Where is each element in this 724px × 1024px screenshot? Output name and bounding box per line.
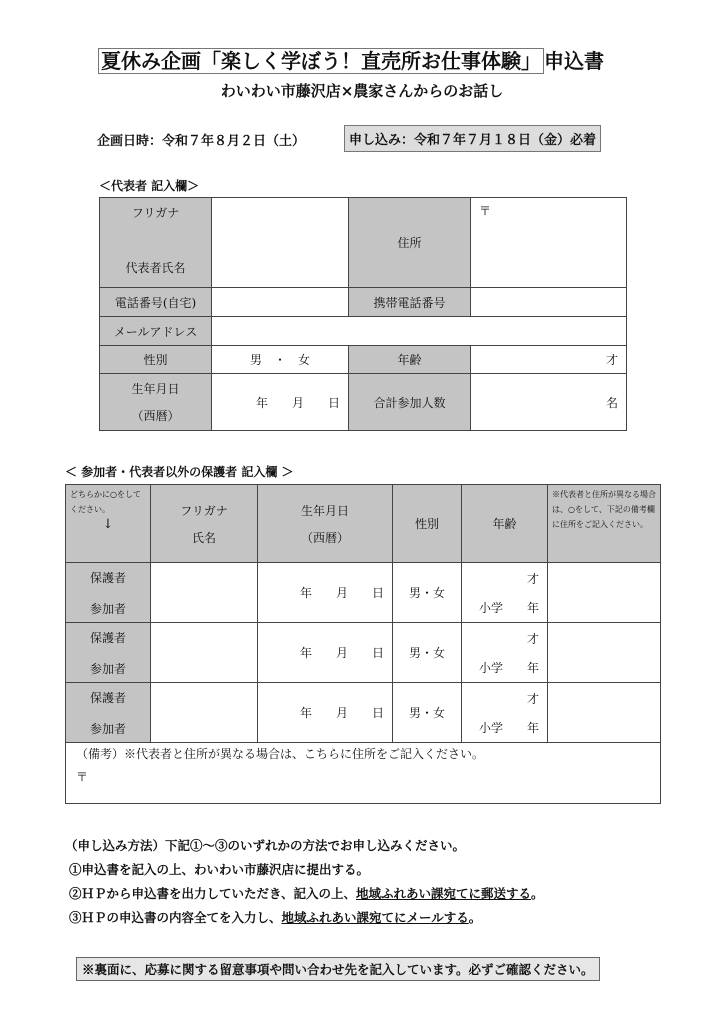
gender-field[interactable]: 男 ・ 女 <box>212 346 349 374</box>
name-field[interactable] <box>212 198 349 288</box>
email-field[interactable] <box>212 317 627 346</box>
role-cell[interactable]: 保護者 参加者 <box>66 563 151 623</box>
form-title: 夏休み企画「楽しく学ぼう！直売所お仕事体験」 申込書 <box>98 45 604 74</box>
circle-instruction: どちらかに○をしてください。 ↓ <box>66 485 151 563</box>
application-methods: （申し込み方法）下記①〜③のいずれかの方法でお申し込みください。 ①申込書を記入の上、わいわい市藤沢店に提出する。 ②ＨＰから申込書を出力していただき、記入の上、地域ふれあい課宛てに郵送する。 ③ＨＰの申込書の内容全てを入力し、地域ふれあい課宛てにメールする。 <box>65 838 544 925</box>
phone-field[interactable] <box>212 288 349 317</box>
name-label-cell: フリガナ 代表者氏名 <box>100 198 212 288</box>
participants-table <box>65 484 661 804</box>
participants-heading: ＜ 参加者・代表者以外の保護者 記入欄 ＞ <box>65 465 294 479</box>
participant-name-field[interactable] <box>151 683 258 743</box>
participant-gender-field[interactable]: 男・女 <box>393 563 462 623</box>
phone-label: 電話番号(自宅) <box>100 288 212 317</box>
role-cell[interactable]: 保護者 参加者 <box>66 623 151 683</box>
email-label: メールアドレス <box>100 317 212 346</box>
address-differs-field[interactable] <box>548 623 661 683</box>
participant-name-field[interactable] <box>151 623 258 683</box>
deadline-box: 申し込み：令和７年７月１８日（金）必着 <box>344 125 601 152</box>
address-field[interactable]: 〒 <box>471 198 627 288</box>
subtitle: わいわい市藤沢店×農家さんからのお話し <box>220 82 504 100</box>
gender-header: 性別 <box>393 485 462 563</box>
birth-header: 生年月日 （西暦） <box>258 485 393 563</box>
participant-birth-field[interactable]: 年 月 日 <box>258 683 393 743</box>
remarks-field[interactable]: （備考）※代表者と住所が異なる場合は、こちらに住所をご記入ください。 〒 <box>66 743 661 804</box>
age-header: 年齢 <box>462 485 548 563</box>
role-cell[interactable]: 保護者 参加者 <box>66 683 151 743</box>
participant-name-field[interactable] <box>151 563 258 623</box>
participant-age-field[interactable]: 才 小学 年 <box>462 623 548 683</box>
total-label: 合計参加人数 <box>349 374 471 431</box>
birth-label: 生年月日 （西暦） <box>100 374 212 431</box>
participant-row <box>66 563 661 623</box>
participant-gender-field[interactable]: 男・女 <box>393 683 462 743</box>
participant-row <box>66 683 661 743</box>
age-field[interactable]: 才 <box>471 346 627 374</box>
rep-heading: ＜代表者 記入欄＞ <box>99 179 200 193</box>
name-header: フリガナ 氏名 <box>151 485 258 563</box>
participant-row <box>66 623 661 683</box>
gender-label: 性別 <box>100 346 212 374</box>
birth-field[interactable]: 年 月 日 <box>212 374 349 431</box>
mobile-label: 携帯電話番号 <box>349 288 471 317</box>
event-date: 企画日時：令和７年８月２日（土） <box>97 134 306 149</box>
down-arrow-icon: ↓ <box>102 517 114 532</box>
address-differs-field[interactable] <box>548 563 661 623</box>
address-label: 住所 <box>349 198 471 288</box>
participant-age-field[interactable]: 才 小学 年 <box>462 683 548 743</box>
participant-birth-field[interactable]: 年 月 日 <box>258 623 393 683</box>
participant-age-field[interactable]: 才 小学 年 <box>462 563 548 623</box>
participant-birth-field[interactable]: 年 月 日 <box>258 563 393 623</box>
total-field[interactable]: 名 <box>471 374 627 431</box>
address-note-header: ※代表者と住所が異なる場合は、○をして、下記の備考欄に住所をご記入ください。 <box>548 485 661 563</box>
address-differs-field[interactable] <box>548 683 661 743</box>
representative-table <box>99 197 627 431</box>
mobile-field[interactable] <box>471 288 627 317</box>
age-label: 年齢 <box>349 346 471 374</box>
participant-gender-field[interactable]: 男・女 <box>393 623 462 683</box>
back-side-notice: ※裏面に、応募に関する留意事項や問い合わせ先を記入しています。必ずご確認ください。 <box>76 957 600 981</box>
